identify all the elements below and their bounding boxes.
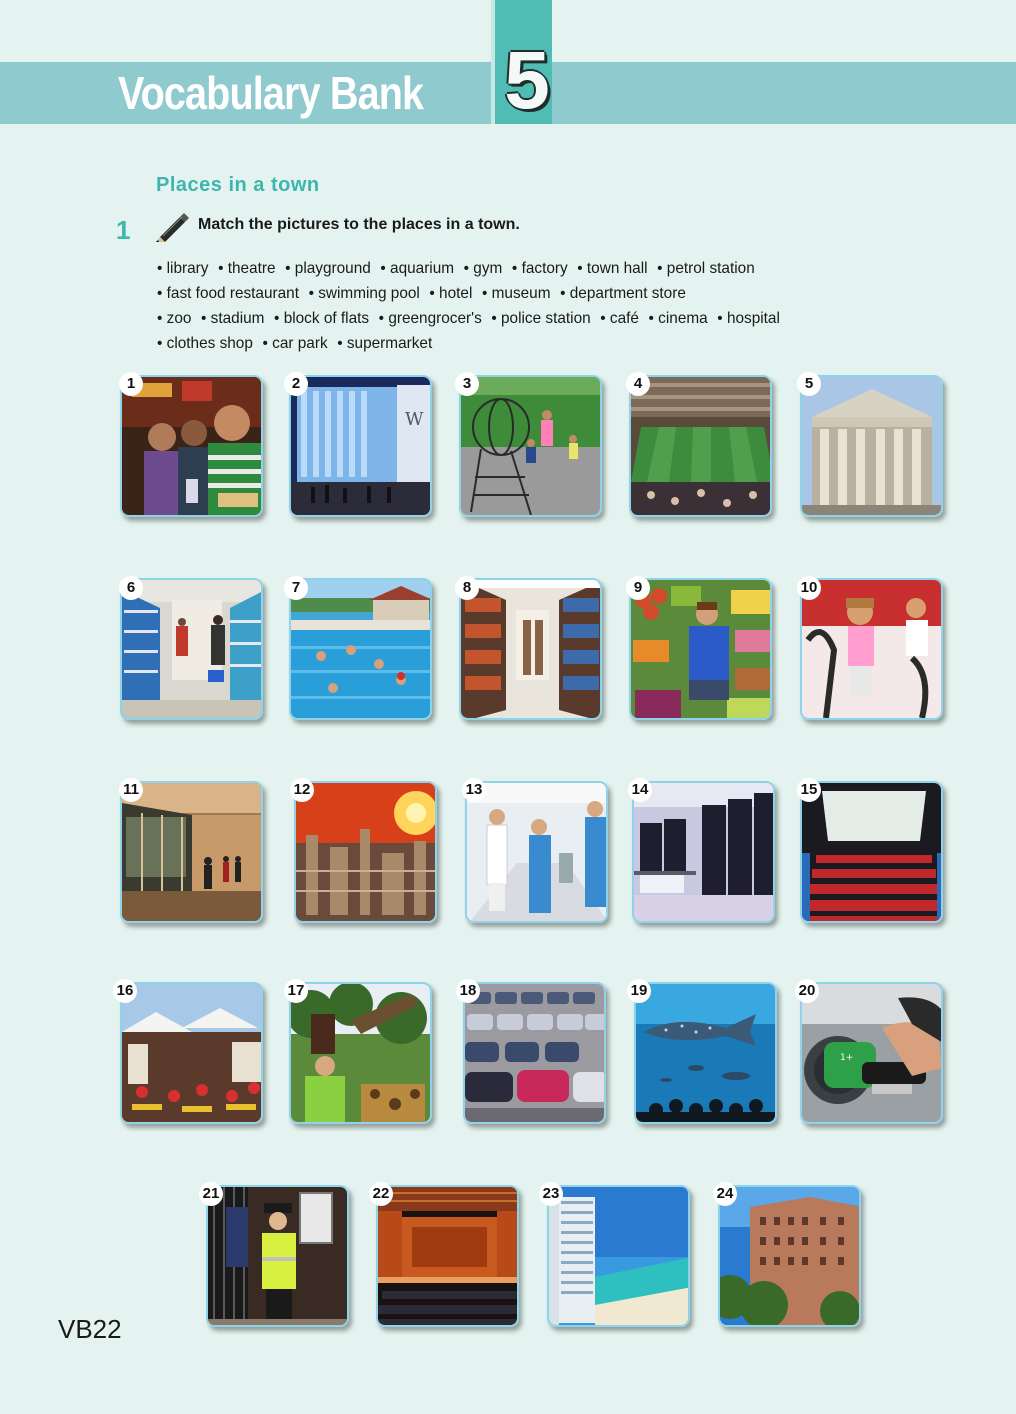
picture-zoo <box>289 982 432 1124</box>
picture-block-of-flats <box>718 1185 861 1327</box>
picture-number: 20 <box>795 979 819 1003</box>
picture-cafe <box>120 982 263 1124</box>
picture-theatre <box>376 1185 519 1327</box>
picture-number: 9 <box>626 576 650 600</box>
picture-stadium <box>629 375 772 517</box>
picture-playground <box>459 375 602 517</box>
word-item: • car park <box>262 335 327 352</box>
picture-museum <box>800 375 943 517</box>
word-item: • petrol station <box>657 260 755 277</box>
picture-number: 3 <box>455 372 479 396</box>
picture-number: 17 <box>284 979 308 1003</box>
picture-clothes-shop <box>632 781 775 923</box>
word-item: • hospital <box>717 310 780 327</box>
picture-number: 15 <box>797 778 821 802</box>
word-item: • factory <box>512 260 568 277</box>
picture-number: 7 <box>284 576 308 600</box>
word-bank-line <box>157 331 829 356</box>
picture-supermarket <box>120 578 263 720</box>
picture-factory <box>294 781 437 923</box>
picture-number: 1 <box>119 372 143 396</box>
word-item: • stadium <box>201 310 264 327</box>
picture-number: 10 <box>797 576 821 600</box>
picture-department-store <box>289 375 432 517</box>
section-title: Places in a town <box>156 174 320 196</box>
picture-number: 14 <box>628 778 652 802</box>
picture-number: 2 <box>284 372 308 396</box>
word-bank-line <box>157 306 829 331</box>
svg-text:1+: 1+ <box>840 1053 854 1063</box>
picture-number: 4 <box>626 372 650 396</box>
picture-number: 8 <box>455 576 479 600</box>
word-item: • museum <box>482 285 551 302</box>
page-title: Vocabulary Bank <box>118 67 424 119</box>
picture-cinema <box>800 781 943 923</box>
word-item: • zoo <box>157 310 191 327</box>
picture-aquarium <box>634 982 777 1124</box>
word-item: • block of flats <box>274 310 369 327</box>
picture-number: 18 <box>456 979 480 1003</box>
word-item: • department store <box>560 285 686 302</box>
picture-hotel <box>547 1185 690 1327</box>
picture-number: 11 <box>119 778 143 802</box>
pencil-icon <box>154 209 192 243</box>
word-item: • hotel <box>429 285 472 302</box>
exercise-instruction: Match the pictures to the places in a town. <box>198 216 520 233</box>
word-item: • greengrocer's <box>379 310 482 327</box>
picture-police-station <box>206 1185 349 1327</box>
picture-number: 5 <box>797 372 821 396</box>
picture-number: 22 <box>369 1182 393 1206</box>
word-item: • playground <box>285 260 371 277</box>
page-code: VB22 <box>58 1314 122 1344</box>
picture-number: 21 <box>199 1182 223 1206</box>
word-item: • café <box>600 310 639 327</box>
picture-petrol-station <box>800 982 943 1124</box>
picture-hospital <box>465 781 608 923</box>
word-bank <box>157 256 829 356</box>
picture-number: 13 <box>462 778 486 802</box>
picture-swimming-pool <box>289 578 432 720</box>
word-item: • clothes shop <box>157 335 253 352</box>
word-item: • aquarium <box>380 260 454 277</box>
word-bank-line <box>157 256 829 281</box>
picture-number: 19 <box>627 979 651 1003</box>
svg-text:W: W <box>405 409 424 430</box>
picture-number: 16 <box>113 979 137 1003</box>
picture-car-park <box>463 982 606 1124</box>
word-item: • fast food restaurant <box>157 285 299 302</box>
word-item: • police station <box>491 310 590 327</box>
unit-number: 5 <box>504 35 550 126</box>
picture-number: 12 <box>290 778 314 802</box>
picture-town-hall <box>120 781 263 923</box>
word-item: • gym <box>464 260 503 277</box>
word-bank-line <box>157 281 829 306</box>
picture-gym <box>800 578 943 720</box>
word-item: • swimming pool <box>309 285 420 302</box>
picture-number: 24 <box>713 1182 737 1206</box>
word-item: • theatre <box>218 260 275 277</box>
picture-greengrocers <box>629 578 772 720</box>
picture-library <box>459 578 602 720</box>
picture-fast-food-restaurant <box>120 375 263 517</box>
exercise-number: 1 <box>116 215 131 245</box>
word-item: • town hall <box>577 260 647 277</box>
picture-number: 6 <box>119 576 143 600</box>
word-item: • supermarket <box>337 335 432 352</box>
picture-number: 23 <box>539 1182 563 1206</box>
word-item: • library <box>157 260 208 277</box>
word-item: • cinema <box>649 310 708 327</box>
